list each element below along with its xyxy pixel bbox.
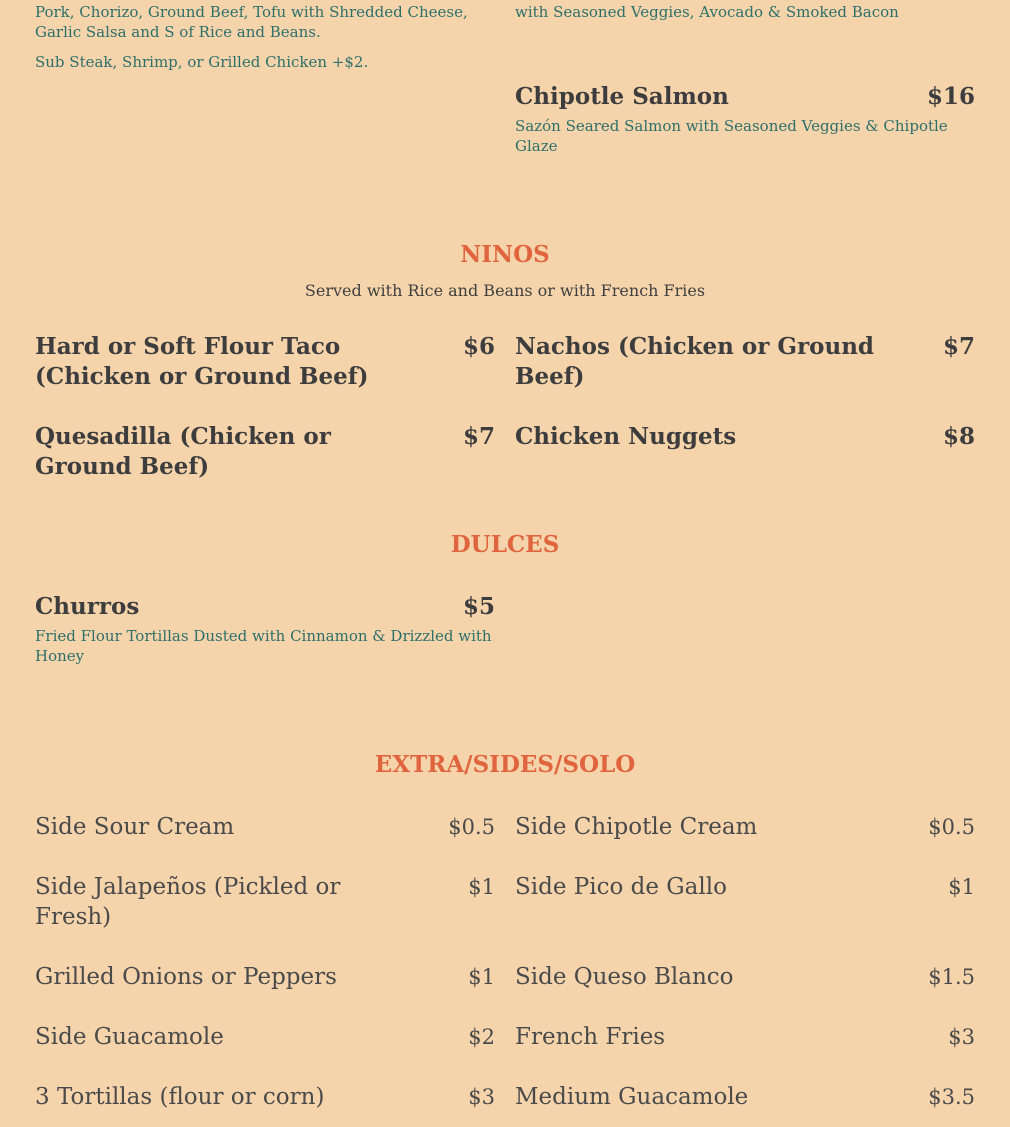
menu-item	[35, 1082, 495, 1112]
menu-item	[35, 962, 495, 992]
menu-item	[35, 872, 495, 932]
top-left-description: Pork, Chorizo, Ground Beef, Tofu with Shredded Cheese, Garlic Salsa and S of Rice and Beans.	[35, 3, 468, 41]
menu-item	[515, 332, 975, 392]
item-name: Chipotle Salmon	[515, 83, 729, 110]
section-title-extras: EXTRA/SIDES/SOLO	[374, 751, 636, 778]
section-title-dulces: DULCES	[450, 531, 560, 558]
item-price: $2	[468, 1025, 495, 1049]
item-name: Side Sour Cream	[35, 814, 235, 840]
menu-item	[35, 332, 495, 392]
item-price: $8	[942, 423, 975, 450]
item-name: Side Guacamole	[35, 1024, 224, 1050]
item-name: Grilled Onions or Peppers	[35, 964, 337, 990]
menu-item-chipotle-salmon	[515, 82, 975, 156]
item-price: $3	[468, 1085, 495, 1109]
item-description: Fried Flour Tortillas Dusted with Cinnamon & Drizzled with Honey	[35, 627, 492, 665]
item-name: Nachos (Chicken or Ground Beef)	[515, 333, 874, 390]
item-price: $0.5	[448, 815, 495, 839]
item-name: Side Jalapeños (Pickled or Fresh)	[35, 874, 341, 930]
item-price: $1.5	[928, 965, 975, 989]
item-name: Side Chipotle Cream	[515, 814, 758, 840]
top-left-substitution-note: Sub Steak, Shrimp, or Grilled Chicken +$2.	[35, 53, 369, 71]
menu-item	[515, 1082, 975, 1112]
item-price: $3.5	[928, 1085, 975, 1109]
section-title-ninos: NINOS	[460, 241, 550, 268]
item-name: French Fries	[515, 1024, 666, 1050]
item-price: $5	[462, 593, 495, 620]
item-description: Sazón Seared Salmon with Seasoned Veggies & Chipotle Glaze	[515, 117, 948, 155]
menu-item	[35, 812, 495, 842]
item-name: Side Pico de Gallo	[515, 874, 727, 900]
menu-item	[515, 1022, 975, 1052]
item-name: Side Queso Blanco	[515, 964, 734, 990]
item-name: Chicken Nuggets	[515, 423, 737, 450]
item-price: $16	[926, 83, 975, 110]
menu-item-churros	[35, 592, 495, 666]
item-name: 3 Tortillas (flour or corn)	[35, 1084, 325, 1110]
menu-item	[515, 962, 975, 992]
menu-item	[515, 872, 975, 902]
item-price: $7	[942, 333, 975, 360]
top-right-description: with Seasoned Veggies, Avocado & Smoked Bacon	[515, 3, 899, 21]
item-name: Hard or Soft Flour Taco (Chicken or Ground Beef)	[35, 333, 369, 390]
item-name: Quesadilla (Chicken or Ground Beef)	[35, 423, 331, 480]
item-price: $1	[468, 875, 495, 899]
item-price: $6	[462, 333, 495, 360]
item-name: Medium Guacamole	[515, 1084, 749, 1110]
item-price: $7	[462, 423, 495, 450]
menu-item	[35, 1022, 495, 1052]
menu-item	[515, 422, 975, 452]
item-price: $1	[948, 875, 975, 899]
item-price: $3	[948, 1025, 975, 1049]
item-price: $1	[468, 965, 495, 989]
menu-item	[35, 422, 495, 482]
section-subtitle-ninos: Served with Rice and Beans or with French Fries	[304, 281, 706, 300]
menu-item	[515, 812, 975, 842]
item-name: Churros	[35, 593, 140, 620]
item-price: $0.5	[928, 815, 975, 839]
